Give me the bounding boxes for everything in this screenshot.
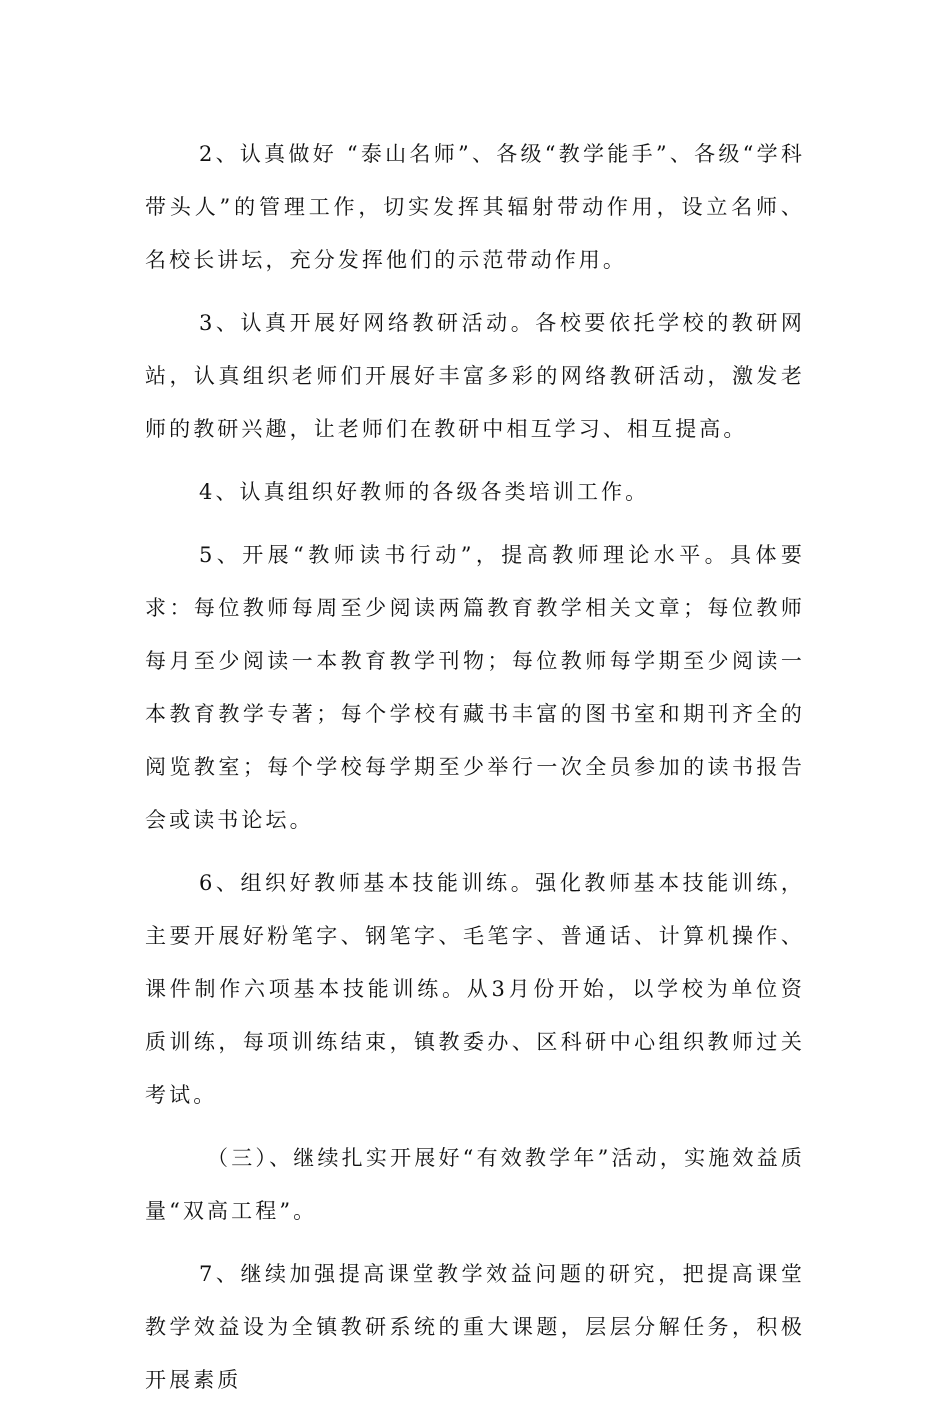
paragraph-item-5: 5、开展“教师读书行动”，提高教师理论水平。具体要求：每位教师每周至少阅读两篇教育教学相关文章；每位教师每月至少阅读一本教育教学刊物；每位教师每学期至少阅读一本教育教学专著；每个学校有藏书丰富的图书室和期刊齐全的阅览教室；每个学校每学期至少举行一次全员参加的读书报告会或读书论坛。 — [145, 543, 805, 832]
paragraph-item-3: 3、认真开展好网络教研活动。各校要依托学校的教研网站，认真组织老师们开展好丰富多彩的网络教研活动，激发老师的教研兴趣，让老师们在教研中相互学习、相互提高。 — [145, 311, 805, 441]
paragraph-item-4: 4、认真组织好教师的各级各类培训工作。 — [199, 480, 650, 504]
paragraph-item-6: 6、组织好教师基本技能训练。强化教师基本技能训练，主要开展好粉笔字、钢笔字、毛笔字、普通话、计算机操作、课件制作六项基本技能训练。从3月份开始，以学校为单位资质训练，每项训练结束，镇教委办、区科研中心组织教师过关考试。 — [145, 871, 805, 1107]
paragraph-item-2: 2、认真做好 “泰山名师”、各级“教学能手”、各级“学科带头人”的管理工作，切实发挥其辐射带动作用，设立名师、名校长讲坛，充分发挥他们的示范带动作用。 — [145, 142, 805, 272]
paragraph-item-7: 7、继续加强提高课堂教学效益问题的研究，把提高课堂教学效益设为全镇教研系统的重大课题，层层分解任务，积极开展素质 — [145, 1262, 805, 1392]
section-heading-3: （三）、继续扎实开展好“有效教学年”活动，实施效益质量“双高工程”。 — [145, 1146, 805, 1223]
document-page — [145, 128, 805, 1417]
